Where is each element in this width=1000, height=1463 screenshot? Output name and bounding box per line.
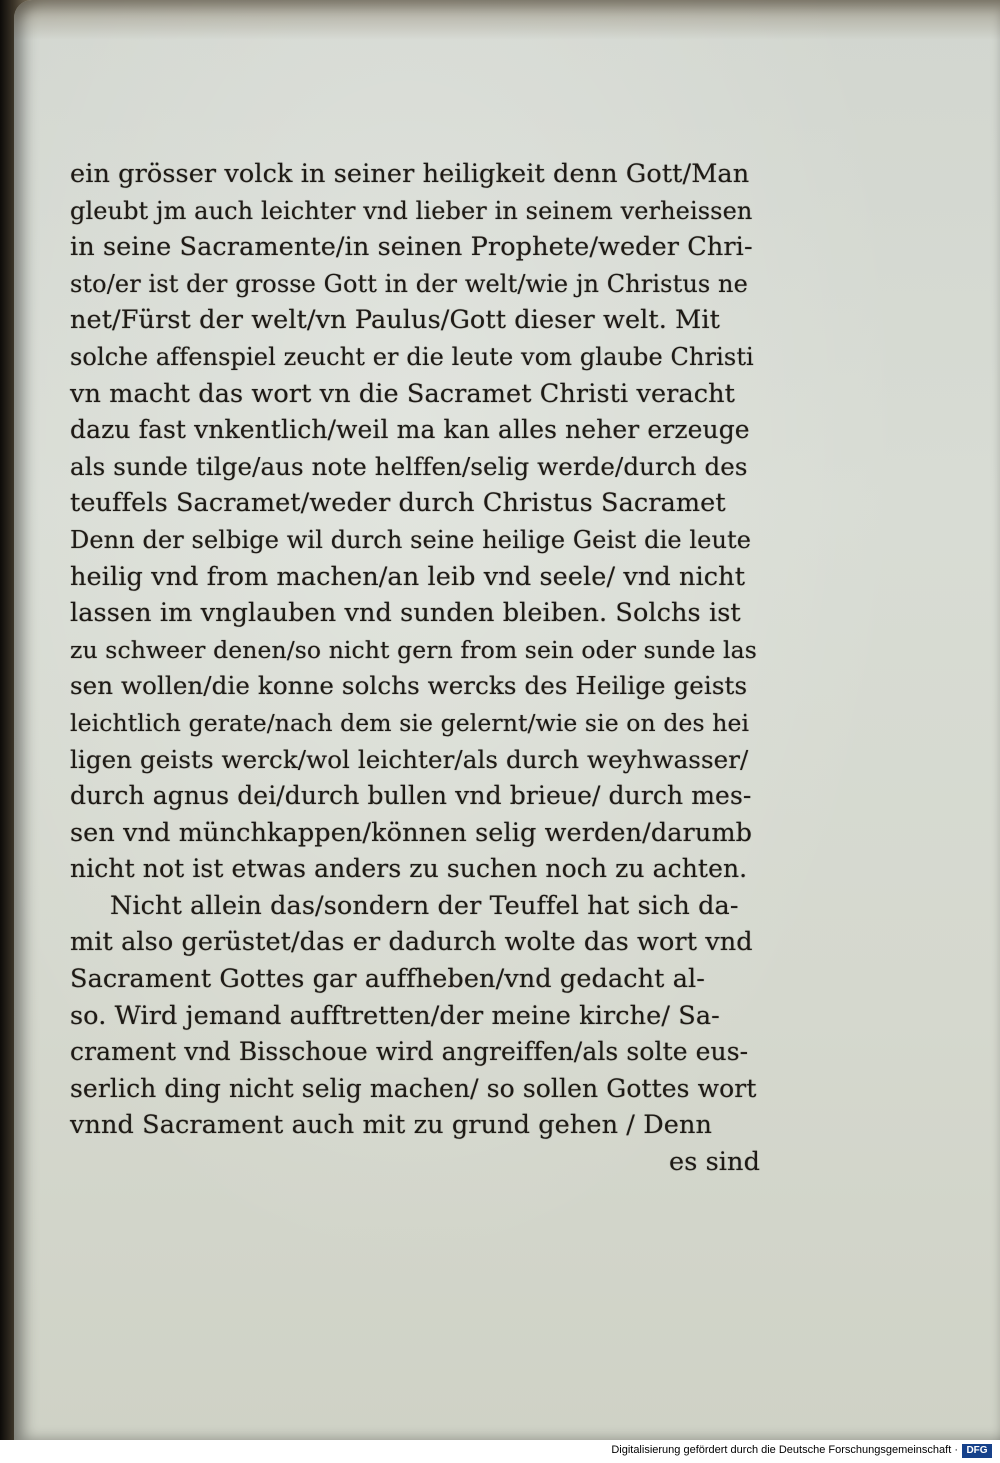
text-line: vn macht das wort vn die Sacramet Christi veracht <box>70 378 736 409</box>
text-line: sen vnd münchkappen/können selig werden/darumb <box>70 817 753 848</box>
text-line: ligen geists werck/wol leichter/als durch weyhwasser/ <box>70 744 749 774</box>
text-line: in seine Sacramente/in seinen Prophete/weder Chri- <box>70 232 753 263</box>
catchword: es sind <box>669 1147 760 1178</box>
text-line: mit also gerüstet/das er dadurch wolte das wort vnd <box>70 927 753 958</box>
text-line: als sunde tilge/aus note helffen/selig werde/durch des <box>70 451 748 481</box>
text-line: teuffels Sacramet/weder durch Christus Sacramet <box>70 488 726 519</box>
text-line: zu schweer denen/so nicht gern from sein oder sunde las <box>70 635 757 664</box>
text-line: serlich ding nicht selig machen/ so sollen Gottes wort <box>70 1073 757 1103</box>
text-line: gleubt jm auch leichter vnd lieber in seinem verheissen <box>70 196 753 225</box>
dfg-logo: DFG <box>962 1444 992 1458</box>
text-line: so. Wird jemand aufftretten/der meine kirche/ Sa- <box>70 1000 720 1031</box>
text-line: Sacrament Gottes gar auffheben/vnd gedacht al- <box>70 964 705 995</box>
text-line: heilig vnd from machen/an leib vnd seele/ vnd nicht <box>70 561 746 592</box>
text-line: vnnd Sacrament auch mit zu grund gehen / Denn <box>70 1110 712 1141</box>
funding-credit: Digitalisierung gefördert durch die Deutsche Forschungsgemeinschaft · <box>611 1444 958 1456</box>
text-line: dazu fast vnkentlich/weil ma kan alles neher erzeuge <box>70 415 750 445</box>
digitization-footer <box>0 1440 1000 1463</box>
text-line: ein grösser volck in seiner heiligkeit denn Gott/Man <box>70 159 750 189</box>
text-line: lassen im vnglauben vnd sunden bleiben. Solchs ist <box>70 598 741 629</box>
text-line: crament vnd Bisschoue wird angreiffen/als solte eus- <box>70 1037 749 1067</box>
paragraph-start-line: Nicht allein das/sondern der Teuffel hat sich da- <box>110 890 739 921</box>
scanned-page <box>14 0 1000 1440</box>
text-line: sto/er ist der grosse Gott in der welt/wie jn Christus ne <box>70 269 748 298</box>
text-line: sen wollen/die konne solchs wercks des Heilige geists <box>70 671 748 701</box>
text-line: leichtlich gerate/nach dem sie gelernt/wie sie on des hei <box>70 708 750 737</box>
body-text <box>70 156 760 1181</box>
text-line: Denn der selbige wil durch seine heilige Geist die leute <box>70 525 752 554</box>
text-line: nicht not ist etwas anders zu suchen noch zu achten. <box>70 854 748 884</box>
text-line: net/Fürst der welt/vn Paulus/Gott dieser welt. Mit <box>70 305 720 336</box>
text-line: solche affenspiel zeucht er die leute vom glaube Christi <box>70 342 754 371</box>
text-line: durch agnus dei/durch bullen vnd brieue/ durch mes- <box>70 781 752 811</box>
